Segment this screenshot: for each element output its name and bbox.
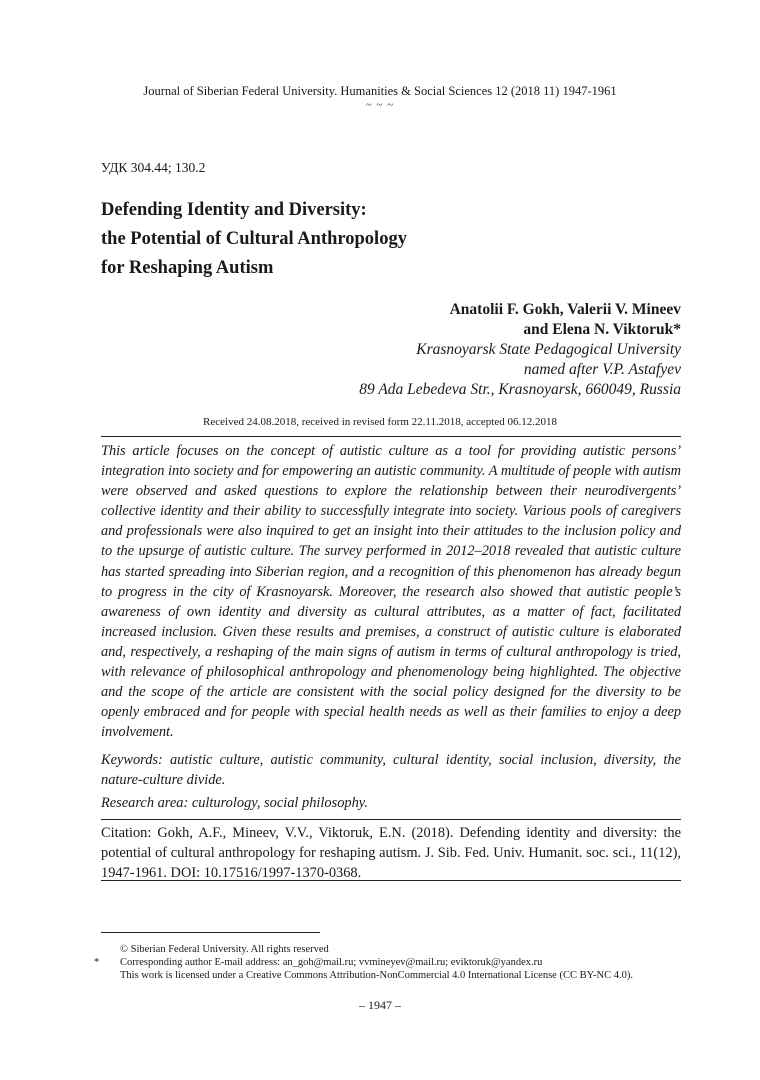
header-ornament: ~ ~ ~ [365, 99, 395, 111]
journal-header: Journal of Siberian Federal University. Humanities & Social Sciences 12 (2018 11) 1947-1961 [143, 84, 617, 98]
affiliation-line-1: Krasnoyarsk State Pedagogical University [416, 341, 681, 358]
footnote-asterisk: * [94, 957, 100, 968]
title-line-1: Defending Identity and Diversity: [101, 200, 367, 220]
title-line-2: the Potential of Cultural Anthropology [101, 229, 407, 249]
udk-code: УДК 304.44; 130.2 [101, 160, 206, 175]
article-title [101, 196, 681, 283]
received-dates: Received 24.08.2018, received in revised form 22.11.2018, accepted 06.12.2018 [203, 416, 557, 428]
keywords: Keywords: autistic culture, autistic community, cultural identity, social inclusion, diversity, the nature-culture divide. [101, 752, 681, 789]
abstract-top-rule [101, 436, 681, 437]
title-line-3: for Reshaping Autism [101, 258, 274, 278]
citation: Citation: Gokh, A.F., Mineev, V.V., Viktoruk, E.N. (2018). Defending identity and diversity: the potential of cultural anthropology for reshaping autism. J. Sib. Fed. Univ. Humanit. soc. sci., 11(12), 1947-1961. DOI: 10.17516/1997-1370-0368. [101, 825, 681, 882]
footnote-corresponding [92, 956, 732, 969]
affiliation-line-2: named after V.P. Astafyev [523, 361, 681, 378]
citation-top-rule [101, 819, 681, 820]
abstract: This article focuses on the concept of autistic culture as a tool for providing autistic persons’ integration into society and for empowering an autistic community. A multitude of people with autism were observed and asked questions to explore the relationship between their neurodivergents’ collective identity and their ability to successfully integrate into society. Various pools of caregivers and professionals were also inquired to get an insight into their attitudes to the inclusion policy and to the upsurge of autistic culture. The survey performed in 2012–2018 revealed that autistic culture has started spreading into Siberian region, and a recognition of this phenomenon has already begun to progress in the city of Krasnoyarsk. Moreover, the research also showed that autistic people’s awareness of own identity and diversity as cultural attributes, as a matter of fact, facilitated increased inclusion. Given these results and premises, a construct of autistic culture is elaborated and, respectively, a reshaping of the main signs of autism in terms of cultural anthropology is tried, with relevance of philosophical anthropology and phenomenology being highlighted. The objective and the scope of the article are consistent with the social policy designed for the diversity to be openly embraced and for people with special health needs as well as their families to enjoy a deep involvement. [101, 443, 681, 741]
research-area: Research area: culturology, social philosophy. [101, 795, 368, 811]
footnote-rule [101, 932, 320, 933]
page-number: – 1947 – [359, 998, 401, 1012]
citation-bottom-rule [101, 880, 681, 881]
footnote-copyright: © Siberian Federal University. All rights reserved [120, 944, 329, 955]
footnote-corresponding-text: Corresponding author E-mail address: an_goh@mail.ru; vvmineyev@mail.ru; eviktoruk@yandex.ru [120, 957, 543, 968]
footnotes [92, 943, 732, 982]
footnote-license: This work is licensed under a Creative Commons Attribution-NonCommercial 4.0 International License (CC BY-NC 4.0). [120, 970, 633, 981]
affiliation-address: 89 Ada Lebedeva Str., Krasnoyarsk, 660049, Russia [359, 381, 681, 398]
authors-line-2: and Elena N. Viktoruk* [523, 321, 681, 338]
authors-line-1: Anatolii F. Gokh, Valerii V. Mineev [449, 301, 681, 318]
author-block [359, 300, 681, 400]
